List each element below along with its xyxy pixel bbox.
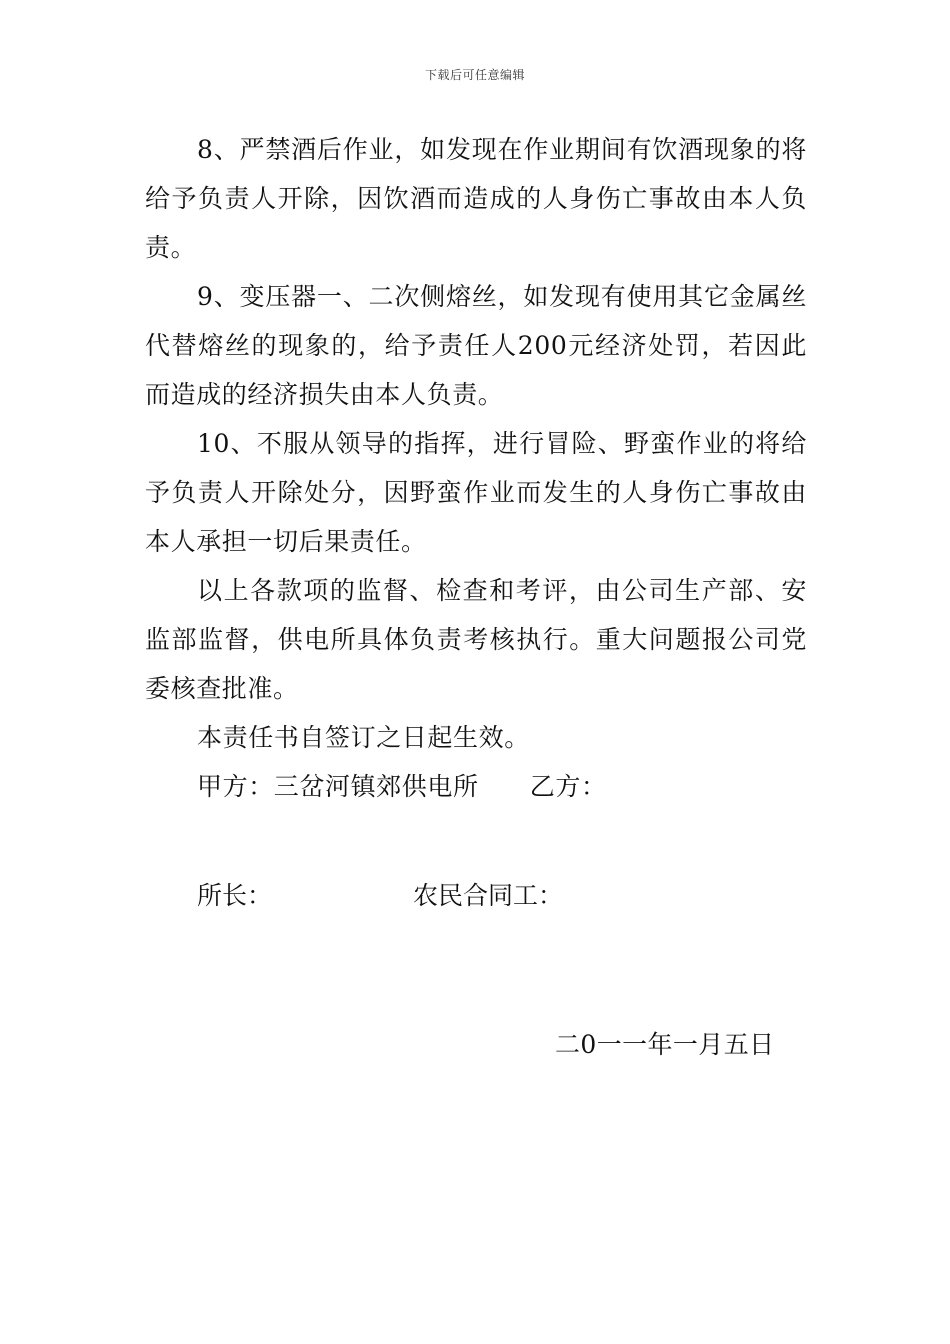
clause-8: 8、严禁酒后作业，如发现在作业期间有饮酒现象的将给予负责人开除，因饮酒而造成的人身伤亡事故由本人负责。 <box>145 135 807 262</box>
clause-10: 10、不服从领导的指挥，进行冒险、野蛮作业的将给予负责人开除处分，因野蛮作业而发生的人身伤亡事故由本人承担一切后果责任。 <box>145 429 807 556</box>
document-date: 二0一一年一月五日 <box>555 1030 775 1059</box>
director-signature-label: 所长： <box>197 881 273 910</box>
effective-line: 本责任书自签订之日起生效。 <box>197 723 530 752</box>
clause-9: 9、变压器一、二次侧熔丝，如发现有使用其它金属丝代替熔丝的现象的，给予责任人200元经济处罚，若因此而造成的经济损失由本人负责。 <box>145 282 807 409</box>
document-body <box>145 125 807 811</box>
supervision-paragraph: 以上各款项的监督、检查和考评，由公司生产部、安监部监督，供电所具体负责考核执行。重大问题报公司党委核查批准。 <box>145 576 807 703</box>
header-note: 下载后可任意编辑 <box>424 68 525 82</box>
parties-line: 甲方：三岔河镇郊供电所 乙方： <box>197 772 607 801</box>
worker-signature-label: 农民合同工： <box>413 881 564 910</box>
